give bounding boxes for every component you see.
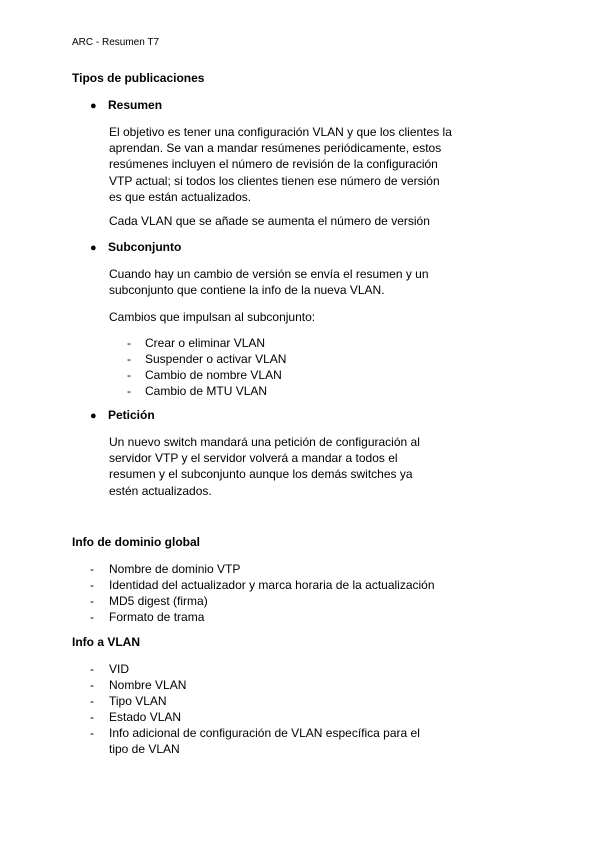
bullet-resumen xyxy=(90,98,162,112)
bullet-title-resumen: Resumen xyxy=(108,98,163,112)
bullet-icon: ● xyxy=(90,410,97,422)
bullet-title-subconjunto: Subconjunto xyxy=(108,240,182,254)
document-page: ARC - Resumen T7 Tipos de publicaciones ● Resumen El objetivo es tener una configuración VLAN y que los clientes la aprendan. Se van a mandar resúmenes periódicamente, estos resúmenes incluyen el número de revisión de la configuración VTP actual; si todos los clientes tienen ese número de versión es que están actualizados. Cada VLAN que se añade se aumenta el número de versión ● Subconjunto Cuando hay un cambio de versión se envía el resumen y un subconjunto que contiene la info de la nueva VLAN. Cambios que impulsan al subconjunto: - Crear o eliminar VLAN - Suspender o activar VLAN - Cambio de nombre VLAN - Cambio de MTU VLAN ● Petición Un nuevo switch mandará una petición de configuración al servidor VTP y el servidor volverá a mandar a todos el resumen y el subconjunto aunque los demás switches ya estén actualizados. Info de dominio global - Nombre de dominio VTP - Identidad del actualizador y marca horaria de la actualización - MD5 digest (firma) - Formato de trama Info a VLAN - VID - Nombre VLAN - Tipo VLAN - Estado VLAN - Info adicional de configuración de VLAN específica para el tipo de VLAN xyxy=(0,0,600,848)
bullet-peticion xyxy=(90,408,155,422)
paragraph-resumen-1: El objetivo es tener una configuración VLAN y que los clientes la aprendan. Se van a mandar resúmenes periódicamente, estos resúmenes incluyen el número de revisión de la configuración VTP actual; si todos los clientes tienen ese número de versión es que están actualizados. xyxy=(109,125,452,204)
paragraph-peticion: Un nuevo switch mandará una petición de configuración al servidor VTP y el servidor volverá a mandar a todos el resumen y el subconjunto aunque los demás switches ya estén actualizados. xyxy=(109,435,420,498)
section-title-tipos: Tipos de publicaciones xyxy=(72,71,205,85)
bullet-title-peticion: Petición xyxy=(108,408,155,422)
paragraph-subconjunto-1: Cuando hay un cambio de versión se envía el resumen y un subconjunto que contiene la info de la nueva VLAN. xyxy=(109,267,429,298)
bullet-icon: ● xyxy=(90,242,97,254)
section-title-dominio-global: Info de dominio global xyxy=(72,535,200,549)
bullet-icon: ● xyxy=(90,100,97,112)
paragraph-subconjunto-2: Cambios que impulsan al subconjunto: xyxy=(109,310,316,324)
page-header: ARC - Resumen T7 xyxy=(72,37,160,48)
section-title-info-vlan: Info a VLAN xyxy=(72,635,140,649)
bullet-subconjunto xyxy=(90,240,181,254)
paragraph-resumen-2: Cada VLAN que se añade se aumenta el número de versión xyxy=(109,214,430,228)
